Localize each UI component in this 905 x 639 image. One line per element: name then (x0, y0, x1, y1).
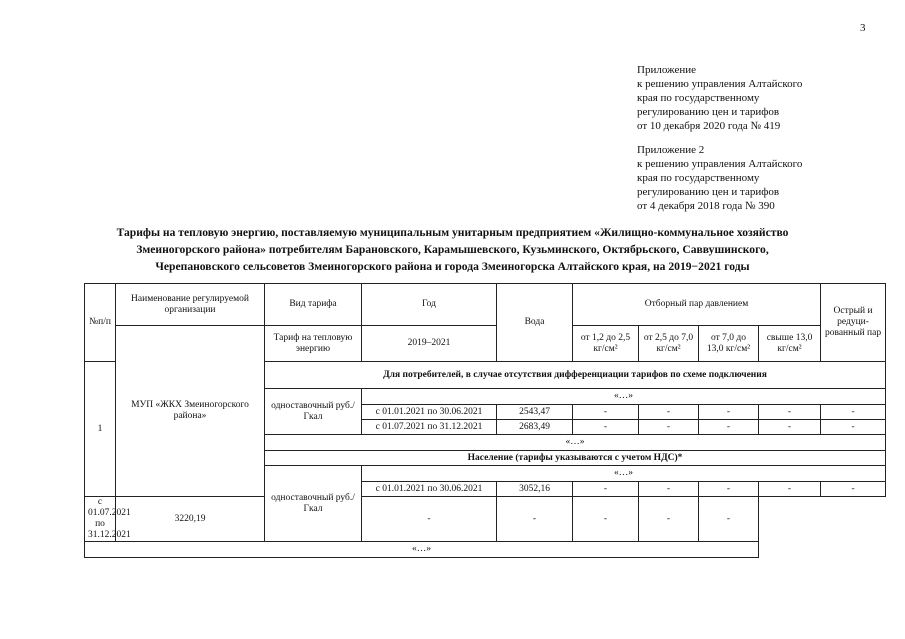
tariff-years: 2019–2021 (362, 326, 497, 362)
header-steam: Отборный пар давлением (573, 284, 821, 326)
water-value: 3220,19 (116, 497, 265, 542)
appendix-line: Приложение (637, 64, 697, 76)
water-value: 2543,47 (497, 405, 573, 420)
document-title (60, 224, 845, 275)
dash-cell: - (639, 420, 699, 435)
tariff-label: Тариф на тепловую энергию (265, 326, 362, 362)
dash-cell: - (639, 405, 699, 420)
page-number: 3 (860, 22, 866, 34)
org-name: МУП «ЖКХ Змеиногорского района» (116, 326, 265, 497)
appendix-line: от 10 декабря 2020 года № 419 (637, 120, 781, 132)
dash-cell: - (699, 420, 759, 435)
water-value: 3052,16 (497, 482, 573, 497)
appendix-line: к решению управления Алтайского (637, 158, 803, 170)
appendix-note-2 (637, 143, 802, 213)
period-cell: с 01.07.2021 по 31.12.2021 (362, 420, 497, 435)
ellipsis-row: «…» (265, 435, 886, 451)
header-steam-col-3: от 7,0 до 13,0 кг/см² (699, 326, 759, 362)
title-line: Змеиногорского района» потребителям Барановского, Карамышевского, Кузьминского, Октябрьского, Саввушинского, (136, 243, 769, 256)
dash-cell: - (573, 420, 639, 435)
period-cell: с 01.01.2021 по 30.06.2021 (362, 405, 497, 420)
dash-cell: - (362, 497, 497, 542)
section-title-2: Население (тарифы указываются с учетом НДС)* (265, 451, 886, 466)
dash-cell: - (573, 405, 639, 420)
dash-cell: - (573, 482, 639, 497)
tariff-type-1: одноставочный руб./Гкал (265, 389, 362, 435)
dash-cell: - (821, 405, 886, 420)
water-value: 2683,49 (497, 420, 573, 435)
header-steam-col-1: от 1,2 до 2,5 кг/см² (573, 326, 639, 362)
period-cell: с 01.07.2021 по 31.12.2021 (85, 497, 116, 542)
ellipsis-row: «…» (362, 389, 886, 405)
dash-cell: - (759, 405, 821, 420)
appendix-line: края по государственному (637, 172, 760, 184)
appendix-note-1 (637, 63, 802, 133)
tariff-table (84, 283, 886, 558)
appendix-line: к решению управления Алтайского (637, 78, 803, 90)
dash-cell: - (699, 497, 759, 542)
header-water: Вода (497, 284, 573, 362)
ellipsis-row: «…» (85, 542, 759, 558)
header-sharp-steam: Острый и редуци-рованный пар (821, 284, 886, 362)
period-cell: с 01.01.2021 по 30.06.2021 (362, 482, 497, 497)
dash-cell: - (639, 497, 699, 542)
header-year: Год (362, 284, 497, 326)
dash-cell: - (759, 420, 821, 435)
header-steam-col-4: свыше 13,0 кг/см² (759, 326, 821, 362)
dash-cell: - (573, 497, 639, 542)
ellipsis-row: «…» (362, 466, 886, 482)
section-title-1: Для потребителей, в случае отсутствия дифференциации тарифов по схеме подключения (265, 362, 886, 389)
header-num: №п/п (85, 284, 116, 362)
title-line: Черепановского сельсоветов Змеиногорского района и города Змеиногорска Алтайского края, на 2019−2021 годы (155, 260, 750, 273)
header-org: Наименование регулируемой организации (116, 284, 265, 326)
row-number: 1 (85, 362, 116, 497)
appendix-line: регулированию цен и тарифов (637, 106, 780, 118)
dash-cell: - (821, 420, 886, 435)
header-tariff-type: Вид тарифа (265, 284, 362, 326)
tariff-type-2: одноставочный руб./Гкал (265, 466, 362, 542)
dash-cell: - (821, 482, 886, 497)
appendix-line: края по государственному (637, 92, 760, 104)
dash-cell: - (699, 405, 759, 420)
appendix-line: Приложение 2 (637, 144, 705, 156)
appendix-line: регулированию цен и тарифов (637, 186, 780, 198)
title-line: Тарифы на тепловую энергию, поставляемую муниципальным унитарным предприятием «Жилищно-коммунальное хозяйство (116, 226, 789, 239)
dash-cell: - (759, 482, 821, 497)
header-steam-col-2: от 2,5 до 7,0 кг/см² (639, 326, 699, 362)
dash-cell: - (699, 482, 759, 497)
appendix-line: от 4 декабря 2018 года № 390 (637, 200, 775, 212)
dash-cell: - (497, 497, 573, 542)
dash-cell: - (639, 482, 699, 497)
